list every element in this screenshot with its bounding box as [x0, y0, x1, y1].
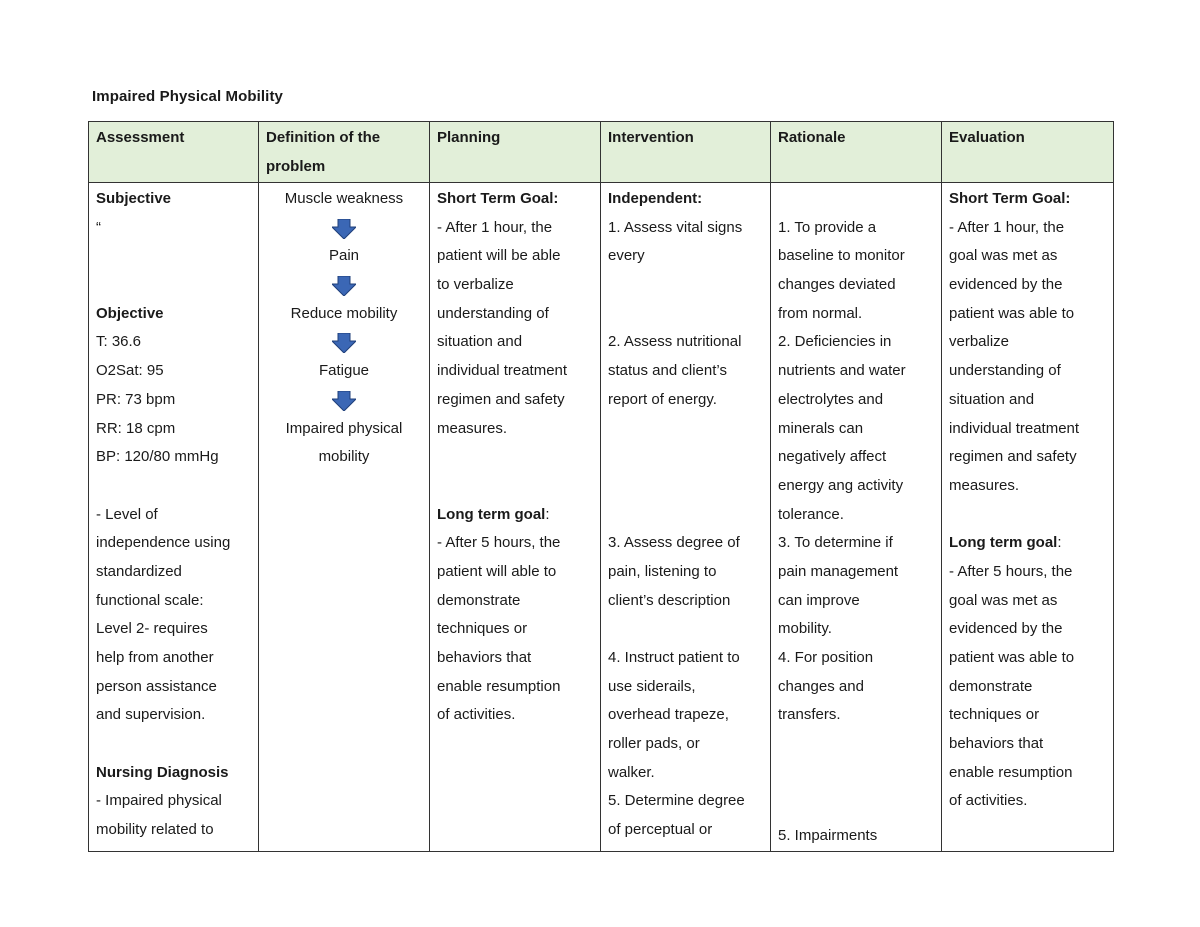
assessment-line: person assistance: [96, 677, 217, 695]
rationale-cell: [771, 183, 942, 852]
evaluation-cell: [942, 183, 1114, 852]
evaluation-line: of activities.: [949, 792, 1028, 810]
intervention-line: of perceptual or: [608, 821, 713, 839]
intervention-line: [608, 415, 763, 444]
evaluation-line: enable resumption: [949, 763, 1073, 781]
planning-line: measures.: [437, 419, 508, 437]
planning-line: regimen and safety: [437, 390, 565, 408]
rationale-line: nutrients and water: [778, 362, 906, 380]
rationale-line: 2. Deficiencies in: [778, 333, 892, 351]
assessment-line: RR: 18 cpm: [96, 419, 176, 437]
rationale-line: negatively affect: [778, 448, 887, 466]
intervention-line: [608, 472, 763, 501]
nursing-care-plan-table: [88, 121, 1114, 852]
evaluation-line: - After 1 hour, the: [949, 218, 1065, 236]
evaluation-line: Short Term Goal:: [949, 190, 1071, 207]
document-title: Impaired Physical Mobility: [92, 88, 283, 105]
assessment-line: Nursing Diagnosis: [96, 763, 229, 781]
intervention-line: [608, 501, 763, 530]
assessment-line: T: 36.6: [96, 333, 142, 351]
down-arrow-icon: [266, 386, 422, 415]
rationale-line: [778, 787, 934, 816]
assessment-line: BP: 120/80 mmHg: [96, 448, 219, 466]
assessment-line: - Impaired physical: [96, 792, 222, 810]
definition-item: mobility: [318, 448, 370, 466]
evaluation-line: evidenced by the: [949, 620, 1063, 638]
assessment-line: and supervision.: [96, 706, 206, 724]
planning-line: [437, 472, 593, 501]
rationale-line: transfers.: [778, 706, 841, 724]
definition-item: Pain: [328, 247, 360, 265]
rationale-line: minerals can: [778, 419, 864, 437]
rationale-line: can improve: [778, 591, 860, 609]
intervention-line: walker.: [608, 763, 655, 781]
planning-cell: [430, 183, 601, 852]
definition-cell: [259, 183, 430, 852]
rationale-line: 4. For position: [778, 649, 874, 666]
rationale-line: tolerance.: [778, 505, 844, 523]
table-header-row: [89, 122, 1114, 183]
evaluation-line: - After 5 hours, the: [949, 562, 1073, 580]
planning-line: - After 1 hour, the: [437, 218, 553, 236]
rationale-line: changes and: [778, 677, 864, 695]
intervention-line: every: [608, 247, 645, 265]
intervention-line: [608, 443, 763, 472]
intervention-line: 3. Assess degree of: [608, 534, 740, 552]
intervention-cell: [601, 183, 771, 852]
intervention-line: [608, 615, 763, 644]
planning-heading: Long term goal:: [437, 505, 550, 523]
header-intervention: Intervention: [601, 122, 771, 183]
intervention-line: client’s description: [608, 591, 731, 609]
intervention-line: 1. Assess vital signs: [608, 218, 743, 236]
intervention-line: overhead trapeze,: [608, 706, 729, 724]
rationale-line: 5. Impairments: [778, 827, 878, 845]
definition-item: Reduce mobility: [290, 304, 398, 322]
intervention-line: report of energy.: [608, 390, 717, 408]
evaluation-line: regimen and safety: [949, 448, 1077, 466]
rationale-line: [778, 185, 934, 214]
assessment-line: Level 2- requires: [96, 620, 208, 638]
evaluation-line: understanding of: [949, 362, 1061, 380]
intervention-line: pain, listening to: [608, 562, 717, 580]
rationale-line: baseline to monitor: [778, 247, 905, 265]
definition-item: Fatigue: [318, 362, 370, 380]
rationale-line: changes deviated: [778, 276, 896, 294]
header-rationale: Rationale: [771, 122, 942, 183]
evaluation-line: demonstrate: [949, 677, 1033, 695]
assessment-line: “: [96, 218, 101, 236]
assessment-line: independence using: [96, 534, 231, 552]
down-arrow-icon: [266, 328, 422, 357]
planning-line: patient will able to: [437, 562, 557, 580]
intervention-line: [608, 271, 763, 300]
definition-item: Impaired physical: [285, 419, 403, 437]
evaluation-line: individual treatment: [949, 419, 1080, 437]
evaluation-line: [949, 501, 1106, 530]
evaluation-line: patient was able to: [949, 304, 1075, 322]
planning-line: demonstrate: [437, 591, 521, 609]
assessment-line: standardized: [96, 562, 182, 580]
intervention-line: 4. Instruct patient to: [608, 649, 740, 666]
intervention-line: 5. Determine degree: [608, 792, 745, 810]
assessment-line: help from another: [96, 649, 214, 666]
header-planning: Planning: [430, 122, 601, 183]
intervention-line: Independent:: [608, 190, 703, 207]
header-definition: Definition of the problem: [259, 122, 430, 183]
planning-line: situation and: [437, 333, 523, 351]
header-assessment: Assessment: [89, 122, 259, 183]
intervention-line: status and client’s: [608, 362, 727, 380]
planning-line: behaviors that: [437, 649, 532, 666]
assessment-line: [96, 472, 251, 501]
intervention-line: 2. Assess nutritional: [608, 333, 742, 351]
definition-item: Muscle weakness: [284, 190, 404, 207]
assessment-cell: [89, 183, 259, 852]
rationale-line: electrolytes and: [778, 390, 884, 408]
rationale-line: pain management: [778, 562, 899, 580]
table-body-row: [89, 183, 1114, 852]
planning-line: - After 5 hours, the: [437, 534, 561, 552]
evaluation-line: evidenced by the: [949, 276, 1063, 294]
planning-line: understanding of: [437, 304, 549, 322]
assessment-line: functional scale:: [96, 591, 204, 609]
down-arrow-icon: [266, 214, 422, 243]
down-arrow-icon: [266, 271, 422, 300]
evaluation-line: goal was met as: [949, 591, 1058, 609]
evaluation-line: techniques or: [949, 706, 1040, 724]
planning-line: to verbalize: [437, 276, 514, 294]
evaluation-line: goal was met as: [949, 247, 1058, 265]
assessment-line: - Level of: [96, 505, 158, 523]
planning-line: of activities.: [437, 706, 516, 724]
planning-line: techniques or: [437, 620, 528, 638]
assessment-line: [96, 730, 251, 759]
rationale-line: [778, 730, 934, 759]
planning-line: individual treatment: [437, 362, 568, 380]
assessment-line: O2Sat: 95: [96, 362, 164, 380]
rationale-line: 1. To provide a: [778, 218, 877, 236]
planning-line: enable resumption: [437, 677, 561, 695]
assessment-line: mobility related to: [96, 821, 214, 839]
evaluation-line: measures.: [949, 476, 1020, 494]
evaluation-heading: Long term goal:: [949, 534, 1062, 552]
planning-line: [437, 443, 593, 472]
intervention-line: use siderails,: [608, 677, 696, 695]
rationale-line: from normal.: [778, 304, 863, 322]
intervention-line: [608, 300, 763, 329]
rationale-line: [778, 759, 934, 788]
assessment-line: PR: 73 bpm: [96, 390, 176, 408]
evaluation-line: behaviors that: [949, 735, 1044, 753]
planning-line: Short Term Goal:: [437, 190, 559, 207]
assessment-line: Objective: [96, 304, 164, 322]
evaluation-line: verbalize: [949, 333, 1010, 351]
assessment-line: [96, 242, 251, 271]
evaluation-line: situation and: [949, 390, 1035, 408]
intervention-line: roller pads, or: [608, 735, 700, 753]
rationale-line: mobility.: [778, 620, 832, 638]
rationale-line: energy ang activity: [778, 476, 904, 494]
rationale-line: 3. To determine if: [778, 534, 893, 552]
planning-line: patient will be able: [437, 247, 561, 265]
evaluation-line: patient was able to: [949, 649, 1075, 666]
assessment-line: Subjective: [96, 190, 172, 207]
assessment-line: [96, 271, 251, 300]
header-evaluation: Evaluation: [942, 122, 1114, 183]
